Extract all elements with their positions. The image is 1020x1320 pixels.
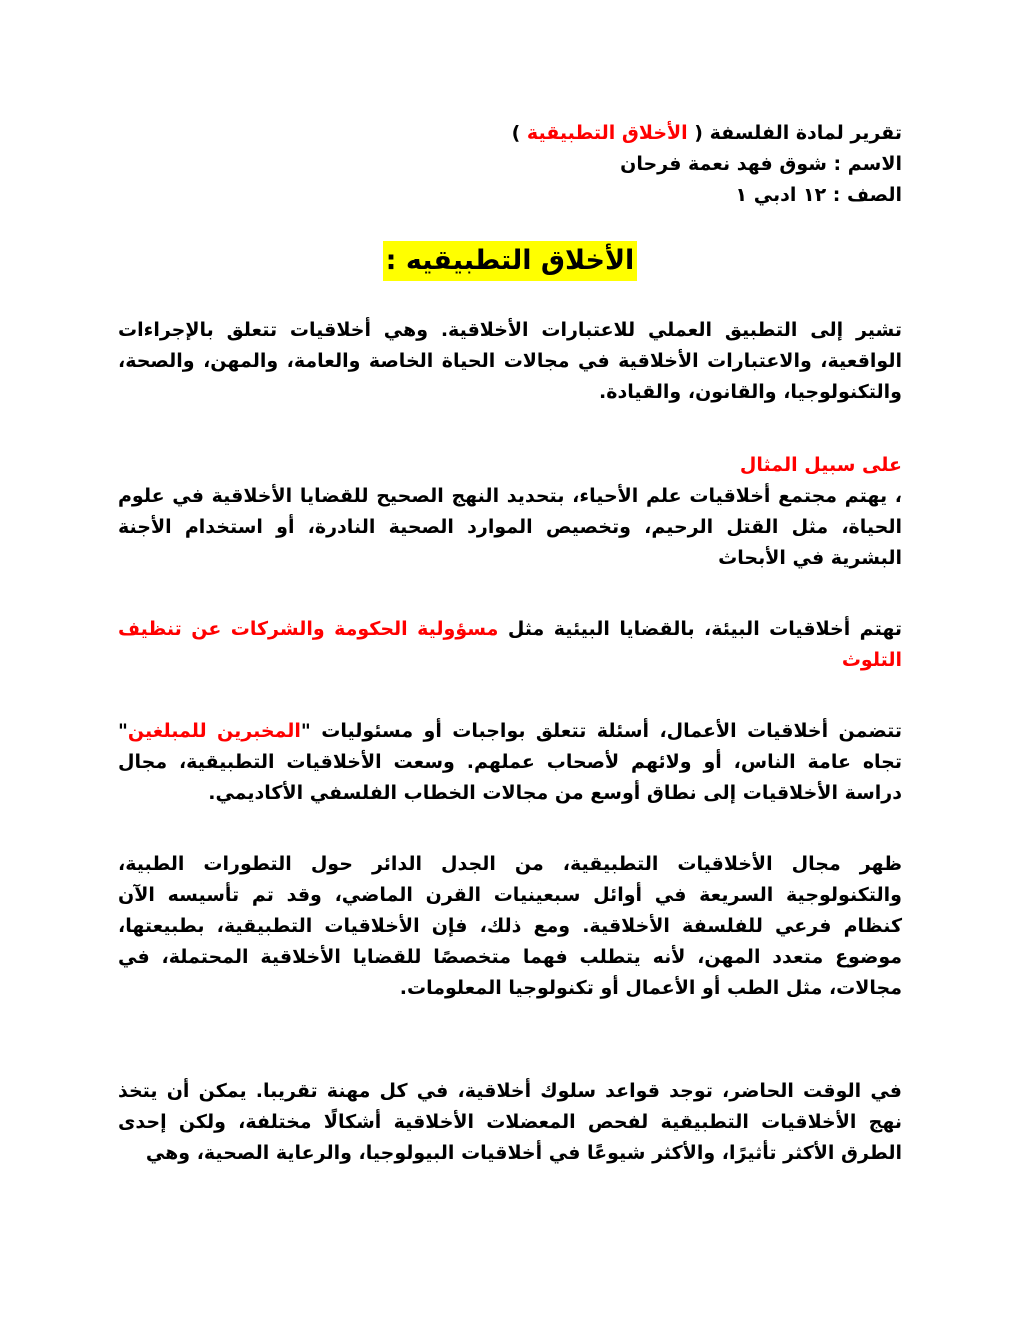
report-title-line	[118, 118, 902, 149]
report-header	[118, 118, 902, 211]
title-wrapper	[118, 241, 902, 281]
environment-paragraph	[118, 614, 902, 676]
environment-text: تهتم أخلاقيات البيئة، بالقضايا البيئية مثل	[498, 618, 902, 640]
business-text-end: " تجاه عامة الناس، أو ولائهم لأصحاب عملهم. وسعت الأخلاقيات التطبيقية، مجال دراسة الأخلاقيات إلى نطاق أوسع من مجالات الخطاب الفلسفي الأكاديمي.	[118, 720, 902, 804]
report-topic: الأخلاق التطبيقية	[526, 122, 688, 144]
history-paragraph: ظهر مجال الأخلاقيات التطبيقية، من الجدل الدائر حول التطورات الطبية، والتكنولوجية السريعة في أوائل سبعينيات القرن الماضي، وقد تم تأسيسه الآن كنظام فرعي للفلسفة الأخلاقية. ومع ذلك، فإن الأخلاقيات التطبيقية، بطبيعتها، موضوع متعدد المهن، لأنه يتطلب فهما متخصصًا للقضايا الأخلاقية المحتملة، في مجالات، مثل الطب أو الأعمال أو تكنولوجيا المعلومات.	[118, 853, 902, 999]
environment-highlight: مسؤولية الحكومة والشركات عن تنظيف التلوث	[118, 618, 902, 671]
report-subject: تقرير لمادة الفلسفة (	[687, 122, 902, 144]
business-paragraph	[118, 716, 902, 809]
business-text-start: تتضمن أخلاقيات الأعمال، أسئلة تتعلق بواجبات أو مسئوليات "	[300, 720, 902, 742]
example-heading: على سبيل المثال	[739, 454, 902, 476]
student-name: الاسم : شوق فهد نعمة فرحان	[620, 153, 902, 175]
present-paragraph: في الوقت الحاضر، توجد قواعد سلوك أخلاقية، في كل مهنة تقريبا. يمكن أن يتخذ نهج الأخلاقيات التطبيقية لفحص المعضلات الأخلاقية أشكالًا مختلفة، ولكن إحدى الطرق الأكثر تأثيرًا، والأكثر شيوعًا في أخلاقيات البيولوجيا، والرعاية الصحية، وهي	[118, 1080, 902, 1164]
student-class: الصف : ١٢ ادبي ١	[735, 184, 902, 206]
bioethics-paragraph: ، يهتم مجتمع أخلاقيات علم الأحياء، بتحديد النهج الصحيح للقضايا الأخلاقية في علوم الحياة، مثل القتل الرحيم، وتخصيص الموارد الصحية النادرة، أو استخدام الأجنة البشرية في الأبحاث	[118, 485, 902, 569]
document-page	[118, 118, 902, 1169]
business-highlight: المخبرين للمبلغين	[127, 720, 301, 742]
page-title: الأخلاق التطبيقيه :	[383, 241, 638, 281]
report-title-close: )	[511, 122, 527, 144]
definition-paragraph: تشير إلى التطبيق العملي للاعتبارات الأخلاقية. وهي أخلاقيات تتعلق بالإجراءات الواقعية، والاعتبارات الأخلاقية في مجالات الحياة الخاصة والعامة، والمهن، والصحة، والتكنولوجيا، والقانون، والقيادة.	[118, 319, 902, 403]
